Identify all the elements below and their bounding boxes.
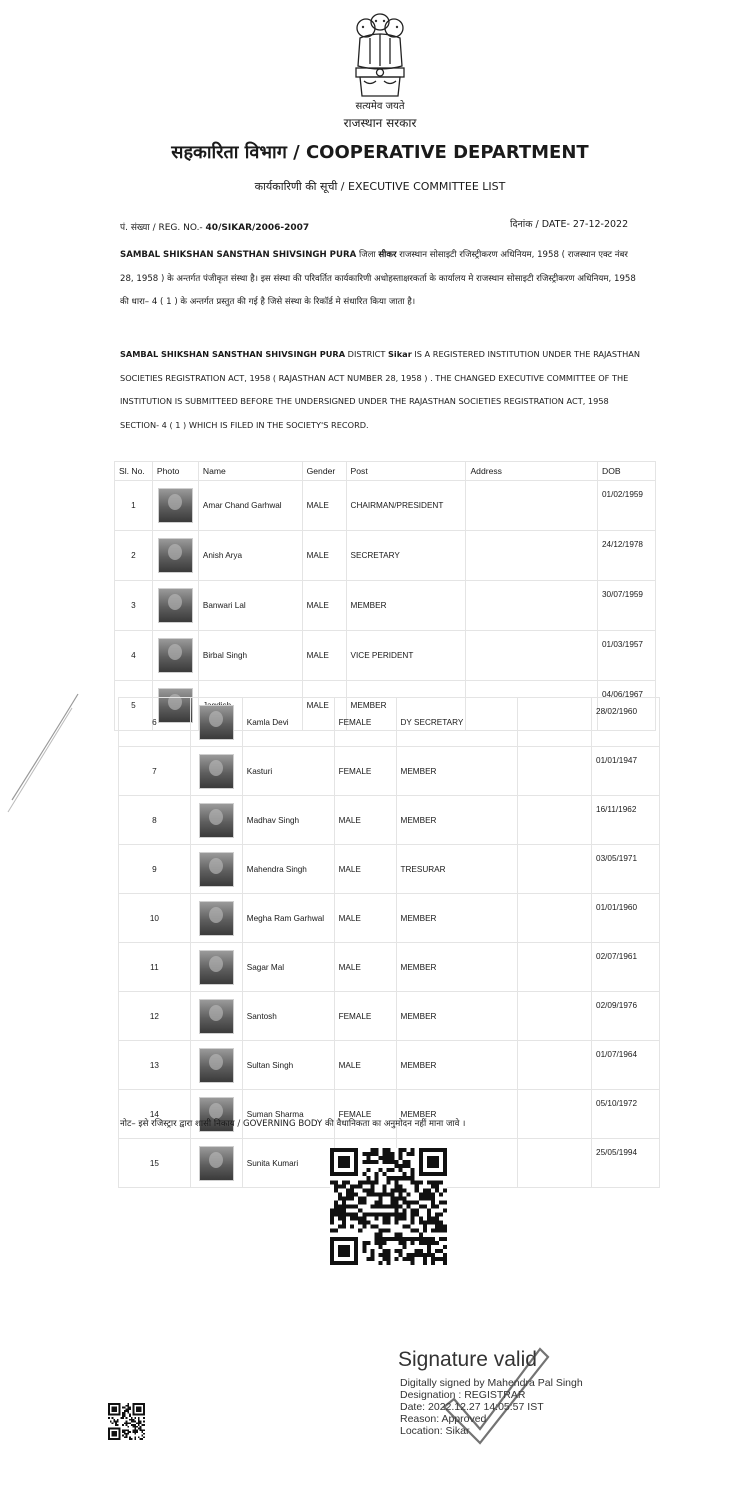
header-photo: Photo — [152, 462, 198, 481]
table-header-row — [115, 462, 656, 481]
cell-post: VICE PERIDENT — [346, 631, 466, 681]
table-row — [115, 531, 656, 581]
table-row — [119, 992, 660, 1041]
table-row — [119, 943, 660, 992]
table-row — [119, 796, 660, 845]
cell-sl-no: 3 — [115, 581, 153, 631]
member-photo — [199, 852, 234, 887]
cell-name: Madhav Singh — [242, 796, 334, 845]
cell-name: Kamla Devi — [242, 698, 334, 747]
cell-name: Santosh — [242, 992, 334, 1041]
cell-dob: 01/03/1957 — [598, 631, 656, 681]
cell-gender: MALE — [302, 581, 346, 631]
cell-sl-no: 9 — [119, 845, 191, 894]
hindi-paragraph — [120, 244, 644, 315]
cell-address — [518, 943, 592, 992]
header-post: Post — [346, 462, 466, 481]
signature-designation: Designation : REGISTRAR — [400, 1389, 526, 1401]
member-photo — [199, 754, 234, 789]
cell-post: MEMBER — [346, 581, 466, 631]
cell-sl-no: 14 — [119, 1090, 191, 1139]
cell-sl-no: 11 — [119, 943, 191, 992]
cell-photo — [190, 1090, 242, 1139]
cell-sl-no: 1 — [115, 481, 153, 531]
cell-dob: 02/07/1961 — [592, 943, 660, 992]
signature-signer: Digitally signed by Mahendra Pal Singh — [400, 1377, 583, 1389]
cell-address — [518, 1041, 592, 1090]
cell-sl-no: 4 — [115, 631, 153, 681]
paragraph-text-hi: राजस्थान सोसाइटी रजिस्ट्रीकरण अधिनियम, 1958 ( राजस्थान एक्ट नंबर 28, 1958 ) के अन्तर्गत पंजीकृत संस्था है। इस संस्था की परिवर्तित कार्यकारिणी अधोहस्ताक्षरकर्ता के कार्यालय मे राजस्थान सोसाइटी रजिस्ट्रीकरण अधिनियम, 1958 की धारा– 4 ( 1 ) के अन्तर्गत प्रस्तुत की गई है जिसे संस्था के रिकॉर्ड मे संधारित किया जाता है। — [120, 250, 636, 307]
cell-sl-no: 8 — [119, 796, 191, 845]
cell-post: MEMBER — [396, 894, 518, 943]
member-photo — [158, 588, 193, 623]
header-gender: Gender — [302, 462, 346, 481]
header-sl-no: Sl. No. — [115, 462, 153, 481]
cell-address — [518, 992, 592, 1041]
cell-post: CHAIRMAN/PRESIDENT — [346, 481, 466, 531]
header-name: Name — [198, 462, 302, 481]
pen-mark — [0, 690, 90, 820]
national-emblem-icon — [340, 8, 420, 103]
reg-value: 40/SIKAR/2006-2007 — [205, 223, 310, 233]
cell-sl-no: 15 — [119, 1139, 191, 1188]
cell-sl-no: 6 — [119, 698, 191, 747]
cell-name: Amar Chand Garhwal — [198, 481, 302, 531]
member-photo — [158, 538, 193, 573]
header-address: Address — [466, 462, 598, 481]
cell-address — [518, 1139, 592, 1188]
cell-gender: MALE — [334, 796, 396, 845]
cell-gender: MALE — [302, 481, 346, 531]
cell-dob: 02/09/1976 — [592, 992, 660, 1041]
cell-dob: 24/12/1978 — [598, 531, 656, 581]
table-row — [119, 1041, 660, 1090]
cell-gender: FEMALE — [334, 1090, 396, 1139]
cell-photo — [190, 894, 242, 943]
cell-post: MEMBER — [396, 943, 518, 992]
small-qr-code-icon — [108, 1403, 145, 1440]
district-word-en: DISTRICT — [345, 349, 389, 359]
cell-name: Sultan Singh — [242, 1041, 334, 1090]
cell-sl-no: 10 — [119, 894, 191, 943]
cell-photo — [190, 845, 242, 894]
reg-label: पं. संख्या / REG. NO.- — [120, 223, 206, 233]
institution-name-hi: SAMBAL SHIKSHAN SANSTHAN SHIVSINGH PURA — [120, 250, 357, 260]
cell-gender: MALE — [334, 1041, 396, 1090]
cell-gender: MALE — [302, 681, 346, 731]
member-photo — [158, 638, 193, 673]
footnote: नोट– इसे रजिस्ट्रार द्वारा शासी निकाय / GOVERNING BODY की वैधानिकता का अनुमोदन नहीं माना जावे । — [120, 1119, 466, 1129]
cell-name: Sagar Mal — [242, 943, 334, 992]
cell-name: Megha Ram Garhwal — [242, 894, 334, 943]
cell-name: Kasturi — [242, 747, 334, 796]
institution-name-en: SAMBAL SHIKSHAN SANSTHAN SHIVSINGH PURA — [120, 349, 346, 359]
table-row — [115, 631, 656, 681]
paragraph-text-en: IS A REGISTERED INSTITUTION UNDER THE RAJASTHAN SOCIETIES REGISTRATION ACT, 1958 ( RAJASTHAN ACT NUMBER 28, 1958 ) . THE CHANGED EXECUTIVE COMMITTEE OF THE INSTITUTION IS SUBMITTEED BEFORE THE UNDERSIGNED UNDER THE RAJASTHAN SOCIETIES REGISTRATION ACT, 1958 — [120, 349, 640, 406]
qr-code-icon[interactable] — [330, 1148, 447, 1265]
cell-dob: 01/02/1959 — [598, 481, 656, 531]
cell-sl-no: 5 — [115, 681, 153, 731]
cell-address — [518, 747, 592, 796]
cell-post: MEMBER — [396, 1090, 518, 1139]
registration-number — [120, 220, 309, 233]
cell-gender: MALE — [302, 531, 346, 581]
cell-address — [466, 581, 598, 631]
cell-sl-no: 7 — [119, 747, 191, 796]
cell-gender: MALE — [302, 631, 346, 681]
member-photo — [199, 1146, 234, 1181]
section-text: SECTION- 4 ( 1 ) WHICH IS FILED IN THE SOCIETY'S RECORD. — [120, 419, 369, 430]
district-en: Sikar — [388, 349, 412, 359]
cell-name: Suman Sharma — [242, 1090, 334, 1139]
document-date: दिनांक / DATE- 27-12-2022 — [510, 219, 629, 230]
cell-dob: 28/02/1960 — [592, 698, 660, 747]
cell-post: MEMBER — [346, 681, 466, 731]
cell-post: MEMBER — [396, 747, 518, 796]
cell-photo — [190, 992, 242, 1041]
signature-location: Location: Sikar — [400, 1425, 470, 1437]
cell-post: TRESURAR — [396, 845, 518, 894]
cell-sl-no: 12 — [119, 992, 191, 1041]
cell-gender: MALE — [334, 845, 396, 894]
cell-photo — [152, 581, 198, 631]
header-dob: DOB — [598, 462, 656, 481]
cell-dob: 25/05/1994 — [592, 1139, 660, 1188]
document-subtitle: कार्यकारिणी की सूची / EXECUTIVE COMMITTEE LIST — [254, 180, 506, 193]
cell-dob: 03/05/1971 — [592, 845, 660, 894]
member-photo — [158, 488, 193, 523]
cell-sl-no: 2 — [115, 531, 153, 581]
cell-gender: MALE — [334, 943, 396, 992]
cell-gender: MALE — [334, 894, 396, 943]
table-row — [119, 845, 660, 894]
signature-reason: Reason: Approved — [400, 1413, 487, 1425]
cell-sl-no: 13 — [119, 1041, 191, 1090]
cell-name: Birbal Singh — [198, 631, 302, 681]
member-photo — [199, 999, 234, 1034]
cell-name: Banwari Lal — [198, 581, 302, 631]
cell-dob: 05/10/1972 — [592, 1090, 660, 1139]
cell-name: Sunita Kumari — [242, 1139, 334, 1188]
member-photo — [199, 803, 234, 838]
cell-dob: 30/07/1959 — [598, 581, 656, 631]
cell-gender: FEMALE — [334, 698, 396, 747]
cell-gender: FEMALE — [334, 992, 396, 1041]
district-hi: सीकर — [378, 250, 397, 260]
cell-dob: 01/07/1964 — [592, 1041, 660, 1090]
cell-photo — [190, 943, 242, 992]
english-paragraph — [120, 343, 640, 437]
cell-address — [466, 631, 598, 681]
cell-post: MEMBER — [396, 1041, 518, 1090]
cell-gender: FEMALE — [334, 747, 396, 796]
cell-post: SECRETARY — [346, 531, 466, 581]
table-row — [115, 481, 656, 531]
table-row — [119, 894, 660, 943]
emblem-motto: सत्यमेव जयते — [355, 101, 405, 112]
cell-dob: 01/01/1960 — [592, 894, 660, 943]
table-row — [115, 581, 656, 631]
member-photo — [199, 1048, 234, 1083]
department-title: सहकारिता विभाग / COOPERATIVE DEPARTMENT — [171, 142, 589, 163]
cell-post: MEMBER — [396, 992, 518, 1041]
cell-address — [518, 698, 592, 747]
cell-address — [466, 531, 598, 581]
cell-photo — [152, 631, 198, 681]
table-row — [119, 698, 660, 747]
cell-photo — [190, 747, 242, 796]
committee-table-part-1 — [114, 461, 656, 731]
cell-dob: 01/01/1947 — [592, 747, 660, 796]
cell-post: MEMBER — [396, 796, 518, 845]
government-name: राजस्थान सरकार — [343, 116, 417, 130]
district-word-hi: जिला — [356, 250, 379, 260]
cell-name: Anish Arya — [198, 531, 302, 581]
cell-photo — [152, 481, 198, 531]
member-photo — [199, 901, 234, 936]
cell-address — [466, 481, 598, 531]
signature-date: Date: 2022.12.27 14:05:57 IST — [400, 1401, 544, 1413]
cell-address — [518, 845, 592, 894]
signature-status: Signature valid — [398, 1348, 537, 1371]
cell-photo — [190, 698, 242, 747]
cell-address — [518, 894, 592, 943]
cell-name: Mahendra Singh — [242, 845, 334, 894]
committee-table-part-2 — [118, 697, 660, 1188]
table-row — [119, 747, 660, 796]
table-row — [119, 1090, 660, 1139]
cell-photo — [152, 531, 198, 581]
cell-post: DY SECRETARY — [396, 698, 518, 747]
cell-dob: 04/06/1967 — [598, 681, 656, 731]
check-mark-icon — [440, 1345, 550, 1445]
cell-photo — [190, 1139, 242, 1188]
member-photo — [199, 950, 234, 985]
cell-address — [518, 796, 592, 845]
cell-dob: 16/11/1962 — [592, 796, 660, 845]
cell-address — [518, 1090, 592, 1139]
cell-photo — [190, 1041, 242, 1090]
member-photo — [199, 705, 234, 740]
cell-photo — [190, 796, 242, 845]
